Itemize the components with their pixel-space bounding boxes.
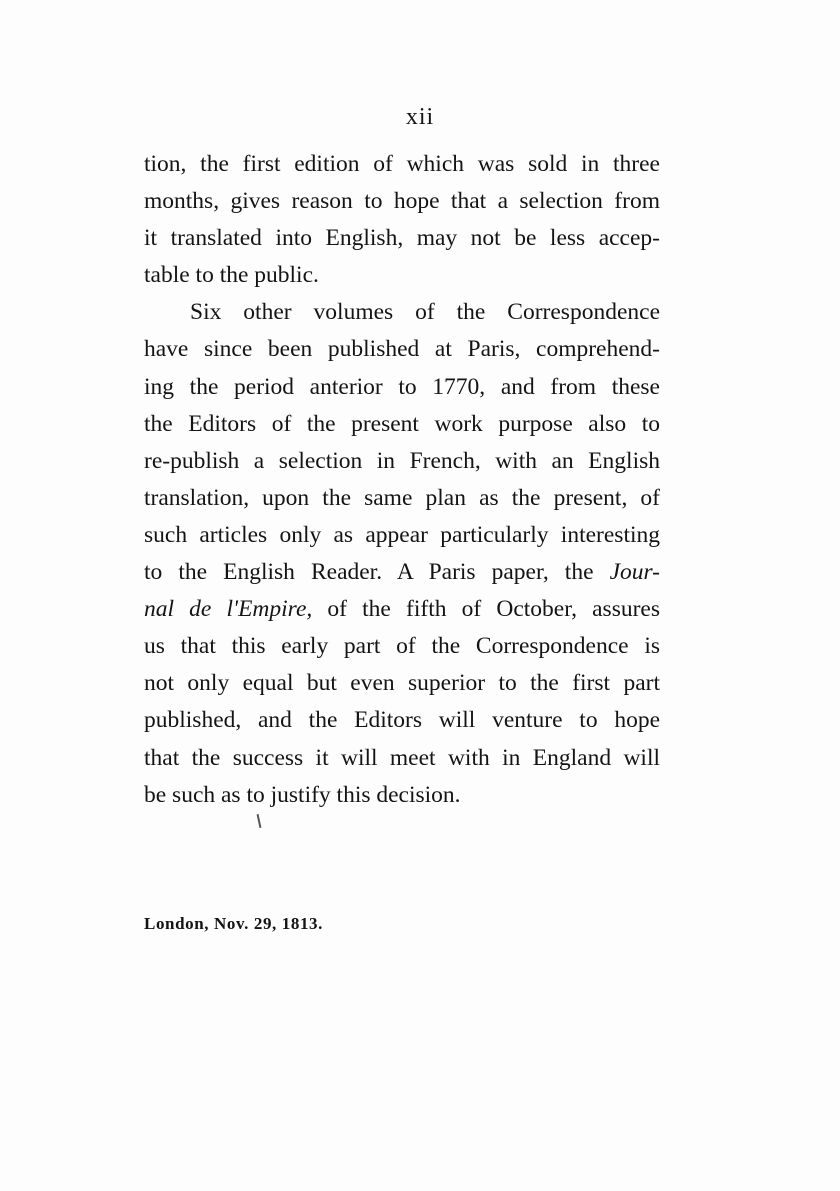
text-line: have since been published at Paris, comprehend- — [144, 336, 660, 363]
text-line: that the success it will meet with in England will — [144, 744, 660, 771]
place-date-signoff: London, Nov. 29, 1813. — [144, 914, 323, 933]
text-line: such articles only as appear particularly interesting — [144, 521, 660, 548]
text-line: table to the public. — [144, 262, 319, 289]
ink-speck — [257, 814, 262, 828]
text-fragment: of the fifth of October, assures — [312, 596, 660, 623]
text-line: translation, upon the same plan as the present, of — [144, 484, 660, 511]
body-text — [144, 146, 660, 814]
text-line: not only equal but even superior to the first part — [144, 670, 660, 697]
text-line: Six other volumes of the Correspondence — [190, 299, 660, 326]
text-line: be such as to justify this decision. — [144, 781, 461, 808]
page-number: xii — [405, 104, 435, 130]
text-line: months, gives reason to hope that a selection from — [144, 188, 660, 215]
text-line: ing the period anterior to 1770, and from these — [144, 373, 660, 400]
paragraph-continued — [144, 146, 660, 294]
journal-title-italic: Jour- — [609, 559, 660, 586]
text-line: us that this early part of the Correspondence is — [144, 633, 660, 660]
paragraph-correspondence — [144, 294, 660, 813]
text-line: the Editors of the present work purpose also to — [144, 410, 660, 437]
text-line: tion, the first edition of which was sold in three — [144, 151, 660, 177]
text-line — [144, 554, 660, 591]
journal-title-italic: nal de l'Empire, — [144, 596, 313, 623]
text-line — [144, 591, 660, 628]
text-line: it translated into English, may not be less accep- — [144, 225, 660, 252]
text-line: re-publish a selection in French, with an English — [144, 447, 660, 474]
text-line: published, and the Editors will venture to hope — [144, 707, 660, 734]
text-fragment: to the English Reader. A Paris paper, the — [144, 559, 610, 586]
